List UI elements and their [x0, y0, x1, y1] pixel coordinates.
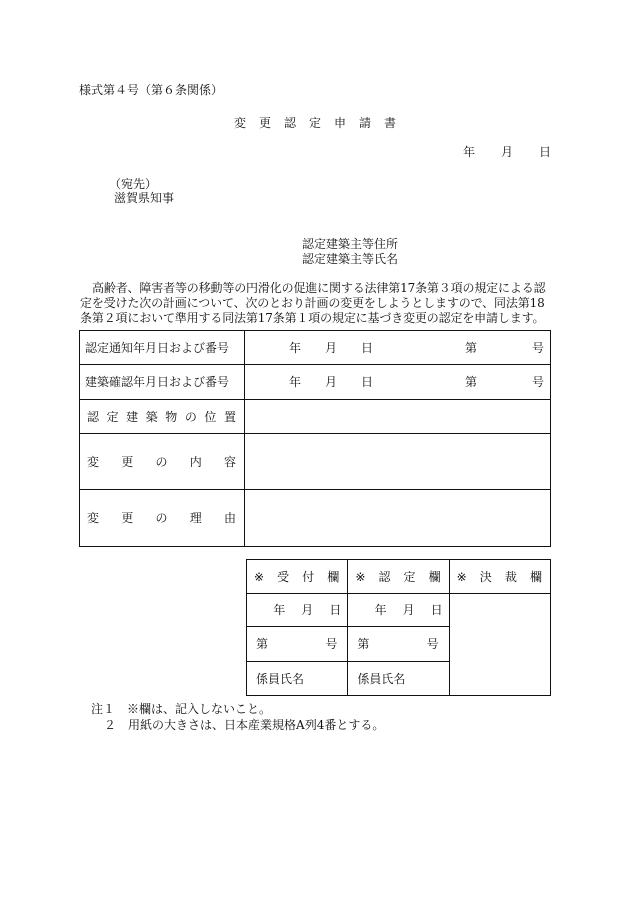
confirmation-date-field[interactable] [245, 365, 551, 400]
reception-month-label: 月 [301, 603, 314, 617]
certification-go-label: 号 [426, 637, 439, 651]
date-month-label: 月 [501, 145, 514, 159]
date-year-label: 年 [463, 145, 476, 159]
change-reason-field[interactable] [245, 490, 551, 547]
table-row [80, 490, 551, 547]
table-row [80, 331, 551, 365]
reception-header: ※ 受 付 欄 [254, 569, 340, 584]
reception-no-label: 第 [256, 637, 269, 651]
note-2-number: ２ [104, 718, 117, 732]
notice-no-label: 第 [465, 341, 478, 355]
notice-day-label: 日 [361, 341, 374, 355]
table-row [247, 560, 551, 594]
document-title-text: 変更認定申請書 [233, 116, 409, 130]
decision-header: ※ 決 裁 欄 [456, 569, 542, 584]
table-row [247, 594, 551, 627]
application-date [463, 146, 551, 158]
note-2 [104, 719, 384, 731]
application-table [79, 330, 551, 547]
table-row [80, 365, 551, 400]
row-label-notice-date: 認定通知年月日および番号 [85, 340, 230, 355]
notice-month-label: 月 [325, 341, 338, 355]
certification-clerk-field[interactable] [348, 662, 449, 696]
row-label-location: 認 定 建 築 物 の 位 置 [87, 409, 236, 424]
note-1 [91, 703, 271, 715]
certification-clerk-label: 係員氏名 [357, 671, 406, 686]
row-label-change-reason: 変 更 の 理 由 [87, 511, 236, 525]
certification-no-label: 第 [357, 637, 370, 651]
notice-date-field[interactable] [245, 331, 551, 365]
notice-go-label: 号 [531, 341, 544, 355]
confirm-month-label: 月 [325, 375, 338, 389]
application-body-text: 高齢者、障害者等の移動等の円滑化の促進に関する法律第17条第３項の規定による認定を受けた次の計画について、次のとおり計画の変更をしようとしますので、同法第18条第２項において準用する同法第17条第１項の規定に基づき変更の認定を申請します。 [80, 281, 546, 325]
office-use-table [246, 559, 551, 696]
document-title [0, 117, 630, 129]
location-field[interactable] [245, 400, 551, 434]
certification-header: ※ 認 定 欄 [355, 569, 441, 584]
certification-number-field[interactable] [348, 627, 449, 662]
reception-clerk-field[interactable] [247, 662, 348, 696]
row-label-change-content: 変 更 の 内 容 [87, 454, 236, 469]
certification-date-field[interactable] [348, 594, 449, 627]
table-row [80, 400, 551, 434]
note-1-number: 注１ [91, 702, 116, 716]
certification-month-label: 月 [402, 603, 415, 617]
applicant-address-label: 認定建築主等住所 [302, 237, 399, 251]
reception-go-label: 号 [325, 637, 338, 651]
confirm-day-label: 日 [361, 375, 374, 389]
certification-day-label: 日 [430, 603, 443, 617]
date-day-label: 日 [539, 145, 552, 159]
decision-field[interactable] [449, 594, 550, 696]
reception-number-field[interactable] [247, 627, 348, 662]
note-2-text: 用紙の大きさは、日本産業規格A列4番とする。 [128, 718, 385, 732]
note-1-text: ※欄は、記入しないこと。 [127, 702, 272, 716]
change-content-field[interactable] [245, 434, 551, 490]
reception-date-field[interactable] [247, 594, 348, 627]
confirm-no-label: 第 [465, 375, 478, 389]
reception-clerk-label: 係員氏名 [256, 671, 305, 686]
addressee: 滋賀県知事 [114, 191, 175, 205]
addressee-label: （宛先） [109, 177, 158, 191]
form-number: 様式第４号（第６条関係） [79, 83, 224, 97]
confirm-year-label: 年 [289, 375, 302, 389]
reception-year-label: 年 [273, 603, 286, 617]
confirm-go-label: 号 [531, 375, 544, 389]
row-label-confirmation-date: 建築確認年月日および番号 [85, 375, 230, 389]
table-row [80, 434, 551, 490]
reception-day-label: 日 [329, 603, 342, 617]
applicant-name-label: 認定建築主等氏名 [302, 252, 399, 266]
certification-year-label: 年 [374, 603, 387, 617]
notice-year-label: 年 [289, 341, 302, 355]
